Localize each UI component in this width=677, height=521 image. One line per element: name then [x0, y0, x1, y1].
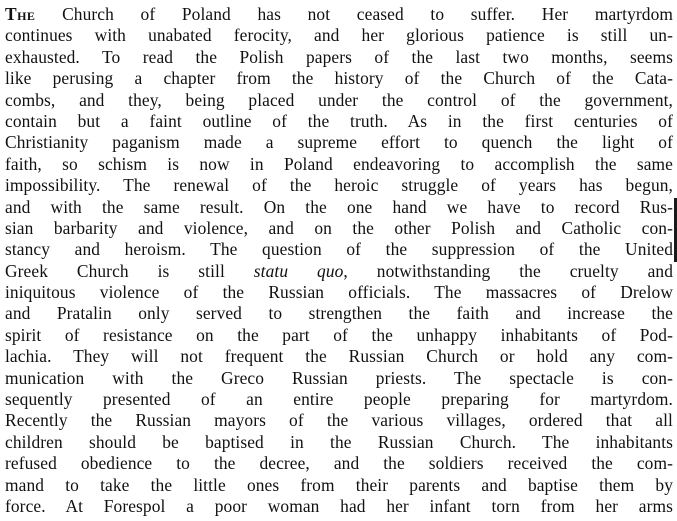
article-line-8: faith, so schism is now in Poland endeavoring to accomplish the same	[5, 153, 673, 174]
article-line-1: The Church of Poland has not ceased to suffer. Her martyrdom	[5, 4, 673, 24]
article-line-23: mand to take the little ones from their parents and baptise them by	[5, 474, 673, 495]
article-line-19: sequently presented of an entire people preparing for martyrdom.	[5, 389, 673, 410]
article-column	[5, 4, 673, 517]
article-line-9: impossibility. The renewal of the heroic struggle of years has begun,	[5, 175, 673, 196]
article-line-14: iniquitous violence of the Russian officials. The massacres of Drelow	[5, 282, 673, 303]
article-line-24: force. At Forespol a poor woman had her infant torn from her arms	[5, 495, 673, 516]
article-line-15: and Pratalin only served to strengthen the faith and increase the	[5, 303, 673, 324]
article-line-13: Greek Church is still statu quo, notwithstanding the cruelty and	[5, 260, 673, 281]
article-line-7: Christianity paganism made a supreme effort to quench the light of	[5, 132, 673, 153]
article-line-22: refused obedience to the decree, and the soldiers received the com-	[5, 453, 673, 474]
italic-phrase: statu quo	[253, 260, 344, 281]
lead-word: The	[5, 4, 36, 24]
article-line-11: sian barbarity and violence, and on the other Polish and Catholic con-	[5, 217, 673, 238]
article-line-4: like perusing a chapter from the history of the Church of the Cata-	[5, 68, 673, 89]
article-line-18: munication with the Greco Russian priests. The spectacle is con-	[5, 367, 673, 388]
article-line-10: and with the same result. On the one hand we have to record Rus-	[5, 196, 673, 217]
article-line-6: contain but a faint outline of the truth. As in the first centuries of	[5, 110, 673, 131]
article-line-12: stancy and heroism. The question of the suppression of the United	[5, 239, 673, 260]
article-line-16: spirit of resistance on the part of the unhappy inhabitants of Pod-	[5, 324, 673, 345]
article-line-2: continues with unabated ferocity, and her glorious patience is still un-	[5, 25, 673, 46]
article-line-21: children should be baptised in the Russian Church. The inhabitants	[5, 431, 673, 452]
article-line-20: Recently the Russian mayors of the various villages, ordered that all	[5, 410, 673, 431]
article-line-3: exhausted. To read the Polish papers of the last two months, seems	[5, 46, 673, 67]
article-line-5: combs, and they, being placed under the control of the government,	[5, 89, 673, 110]
article-line-17: lachia. They will not frequent the Russian Church or hold any com-	[5, 346, 673, 367]
